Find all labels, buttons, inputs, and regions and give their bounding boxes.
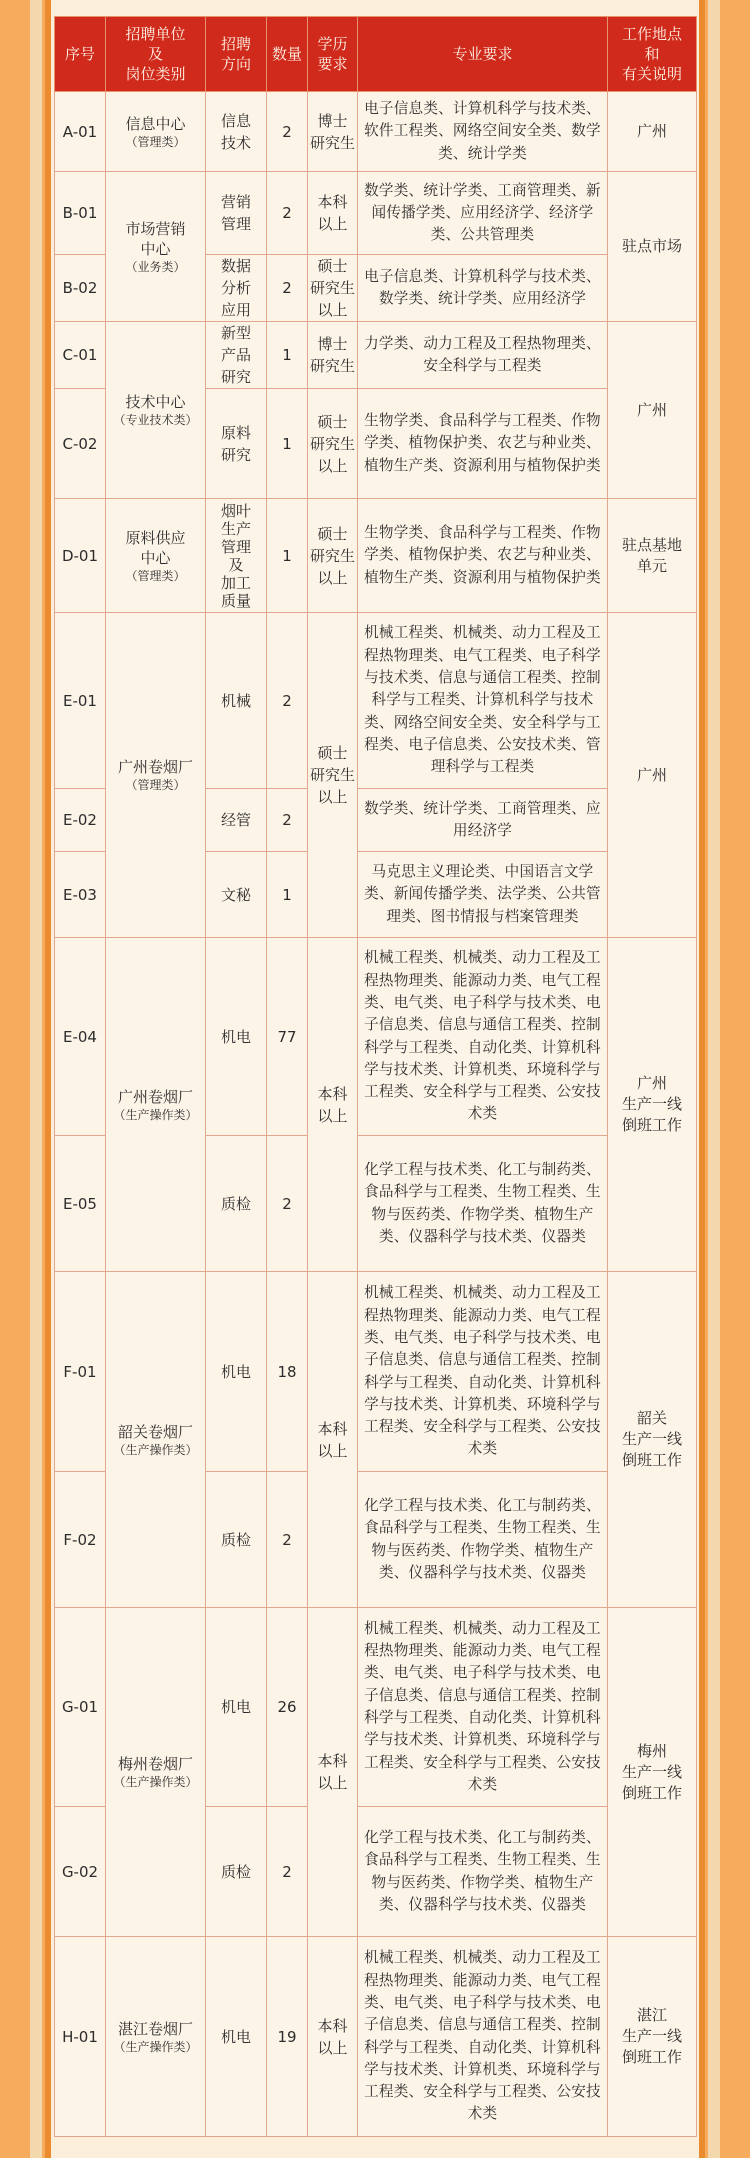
header-major: 专业要求: [358, 17, 608, 92]
major-cell: 机械工程类、机械类、动力工程及工程热物理类、能源动力类、电气工程类、电气类、电子科学与技术类、电子信息类、信息与通信工程类、控制科学与工程类、自动化类、计算机科学与技术类、计算机类、环境科学与工程类、安全科学与工程类、公安技术类: [358, 1272, 608, 1472]
direction-cell: 质检: [206, 1807, 267, 1937]
unit-name: 技术中心: [125, 393, 186, 411]
count-cell: 2: [267, 172, 308, 255]
education-cell: 博士 研究生: [308, 322, 358, 389]
major-cell: 数学类、统计学类、工商管理类、新闻传播学类、应用经济学、经济学类、公共管理类: [358, 172, 608, 255]
unit-cell: [106, 613, 206, 938]
unit-type: （生产操作类）: [113, 1775, 198, 1789]
major-cell: 机械工程类、机械类、动力工程及工程热物理类、能源动力类、电气工程类、电气类、电子科学与技术类、电子信息类、信息与通信工程类、控制科学与工程类、自动化类、计算机科学与技术类、计算机类、环境科学与工程类、安全科学与工程类、公安技术类: [358, 1937, 608, 2137]
education-cell: 本科 以上: [308, 938, 358, 1272]
education-cell: 本科 以上: [308, 1272, 358, 1608]
unit-cell: [106, 1608, 206, 1937]
unit-type: （生产操作类）: [113, 1442, 198, 1457]
header-unit: 招聘单位 及 岗位类别: [106, 17, 206, 92]
location-cell: 驻点基地 单元: [608, 499, 697, 613]
table-row: [55, 613, 697, 789]
unit-name: 原料供应 中心: [125, 528, 186, 567]
direction-cell: 原料 研究: [206, 389, 267, 499]
direction-cell: 烟叶 生产 管理 及 加工 质量: [206, 499, 267, 613]
seq-cell: F-01: [55, 1272, 106, 1472]
major-cell: 机械工程类、机械类、动力工程及工程热物理类、电气工程类、电子科学与技术类、信息与通信工程类、控制科学与工程类、计算机科学与技术类、网络空间安全类、安全科学与工程类、电子信息类、公安技术类、管理科学与工程类: [358, 613, 608, 789]
major-cell: 电子信息类、计算机科学与技术类、软件工程类、网络空间安全类、数学类、统计学类: [358, 92, 608, 172]
unit-cell: [106, 92, 206, 172]
direction-cell: 机电: [206, 1272, 267, 1472]
major-cell: 数学类、统计学类、工商管理类、应用经济学: [358, 789, 608, 852]
seq-cell: A-01: [55, 92, 106, 172]
unit-name: 信息中心: [125, 114, 186, 133]
count-cell: 1: [267, 389, 308, 499]
direction-cell: 营销 管理: [206, 172, 267, 255]
location-cell: 广州: [608, 92, 697, 172]
major-cell: 机械工程类、机械类、动力工程及工程热物理类、能源动力类、电气工程类、电气类、电子科学与技术类、电子信息类、信息与通信工程类、控制科学与工程类、自动化类、计算机科学与技术类、计算机类、环境科学与工程类、安全科学与工程类、公安技术类: [358, 1608, 608, 1807]
seq-cell: E-04: [55, 938, 106, 1136]
location-cell: 广州 生产一线 倒班工作: [608, 938, 697, 1272]
seq-cell: C-02: [55, 389, 106, 499]
direction-cell: 质检: [206, 1472, 267, 1608]
education-cell: 博士 研究生: [308, 92, 358, 172]
unit-name: 梅州卷烟厂: [117, 1755, 193, 1773]
direction-cell: 机械: [206, 613, 267, 789]
direction-cell: 数据 分析 应用: [206, 255, 267, 322]
seq-cell: B-01: [55, 172, 106, 255]
major-cell: 电子信息类、计算机科学与技术类、数学类、统计学类、应用经济学: [358, 255, 608, 322]
major-cell: 生物学类、食品科学与工程类、作物学类、植物保护类、农艺与种业类、植物生产类、资源利用与植物保护类: [358, 389, 608, 499]
seq-cell: G-02: [55, 1807, 106, 1937]
unit-cell: [106, 1272, 206, 1608]
direction-cell: 信息 技术: [206, 92, 267, 172]
table-row: [55, 172, 697, 255]
unit-name: 市场营销 中心: [125, 219, 186, 258]
unit-type: （管理类）: [125, 778, 186, 792]
table-row: [55, 1272, 697, 1472]
education-cell: 硕士 研究生 以上: [308, 499, 358, 613]
count-cell: 1: [267, 852, 308, 938]
right-decor-strip: [708, 0, 720, 2158]
major-cell: 机械工程类、机械类、动力工程及工程热物理类、能源动力类、电气工程类、电气类、电子科学与技术类、电子信息类、信息与通信工程类、控制科学与工程类、自动化类、计算机科学与技术类、计算机类、环境科学与工程类、安全科学与工程类、公安技术类: [358, 938, 608, 1136]
header-row: [55, 17, 697, 92]
count-cell: 77: [267, 938, 308, 1136]
unit-cell: [106, 938, 206, 1272]
unit-cell: [106, 499, 206, 613]
education-cell: 硕士 研究生 以上: [308, 613, 358, 938]
unit-type: （管理类）: [125, 568, 186, 583]
unit-type: （业务类）: [125, 259, 186, 274]
direction-cell: 经管: [206, 789, 267, 852]
seq-cell: C-01: [55, 322, 106, 389]
education-cell: 硕士 研究生 以上: [308, 389, 358, 499]
count-cell: 2: [267, 1136, 308, 1272]
count-cell: 18: [267, 1272, 308, 1472]
header-location: 工作地点 和 有关说明: [608, 17, 697, 92]
count-cell: 2: [267, 255, 308, 322]
major-cell: 力学类、动力工程及工程热物理类、安全科学与工程类: [358, 322, 608, 389]
recruitment-table: [54, 16, 697, 2137]
left-decor-strip: [30, 0, 42, 2158]
seq-cell: G-01: [55, 1608, 106, 1807]
direction-cell: 文秘: [206, 852, 267, 938]
count-cell: 1: [267, 499, 308, 613]
major-cell: 化学工程与技术类、化工与制药类、食品科学与工程类、生物工程类、生物与医药类、作物学类、植物生产类、仪器科学与技术类、仪器类: [358, 1472, 608, 1608]
major-cell: 马克思主义理论类、中国语言文学类、新闻传播学类、法学类、公共管理类、图书情报与档案管理类: [358, 852, 608, 938]
unit-cell: [106, 172, 206, 322]
seq-cell: E-02: [55, 789, 106, 852]
count-cell: 19: [267, 1937, 308, 2137]
header-education: 学历 要求: [308, 17, 358, 92]
seq-cell: B-02: [55, 255, 106, 322]
unit-type: （生产操作类）: [113, 2039, 198, 2054]
major-cell: 化学工程与技术类、化工与制药类、食品科学与工程类、生物工程类、生物与医药类、作物学类、植物生产类、仪器科学与技术类、仪器类: [358, 1136, 608, 1272]
seq-cell: F-02: [55, 1472, 106, 1608]
seq-cell: D-01: [55, 499, 106, 613]
count-cell: 2: [267, 789, 308, 852]
count-cell: 26: [267, 1608, 308, 1807]
table-row: [55, 1937, 697, 2137]
location-cell: 湛江 生产一线 倒班工作: [608, 1937, 697, 2137]
direction-cell: 机电: [206, 938, 267, 1136]
unit-cell: [106, 1937, 206, 2137]
education-cell: 本科 以上: [308, 172, 358, 255]
unit-name: 韶关卷烟厂: [117, 1422, 193, 1441]
count-cell: 2: [267, 613, 308, 789]
seq-cell: E-03: [55, 852, 106, 938]
location-cell: 韶关 生产一线 倒班工作: [608, 1272, 697, 1608]
seq-cell: E-05: [55, 1136, 106, 1272]
unit-name: 湛江卷烟厂: [117, 2019, 193, 2038]
education-cell: 硕士 研究生 以上: [308, 255, 358, 322]
unit-type: （生产操作类）: [113, 1107, 198, 1122]
table-row: [55, 938, 697, 1136]
table-row: [55, 499, 697, 613]
direction-cell: 机电: [206, 1608, 267, 1807]
header-direction: 招聘 方向: [206, 17, 267, 92]
direction-cell: 机电: [206, 1937, 267, 2137]
unit-type: （管理类）: [125, 134, 186, 149]
direction-cell: 质检: [206, 1136, 267, 1272]
header-seq: 序号: [55, 17, 106, 92]
education-cell: 本科 以上: [308, 1937, 358, 2137]
table-row: [55, 92, 697, 172]
major-cell: 生物学类、食品科学与工程类、作物学类、植物保护类、农艺与种业类、植物生产类、资源利用与植物保护类: [358, 499, 608, 613]
unit-type: （专业技术类）: [113, 413, 198, 427]
location-cell: 驻点市场: [608, 172, 697, 322]
header-count: 数量: [267, 17, 308, 92]
education-cell: 本科 以上: [308, 1608, 358, 1937]
table-row: [55, 322, 697, 389]
location-cell: 梅州 生产一线 倒班工作: [608, 1608, 697, 1937]
direction-cell: 新型 产品 研究: [206, 322, 267, 389]
unit-cell: [106, 322, 206, 499]
location-cell: 广州: [608, 322, 697, 499]
count-cell: 2: [267, 92, 308, 172]
count-cell: 2: [267, 1472, 308, 1608]
seq-cell: H-01: [55, 1937, 106, 2137]
table-row: [55, 1608, 697, 1807]
unit-name: 广州卷烟厂: [117, 758, 193, 776]
count-cell: 1: [267, 322, 308, 389]
major-cell: 化学工程与技术类、化工与制药类、食品科学与工程类、生物工程类、生物与医药类、作物学类、植物生产类、仪器科学与技术类、仪器类: [358, 1807, 608, 1937]
location-cell: 广州: [608, 613, 697, 938]
seq-cell: E-01: [55, 613, 106, 789]
count-cell: 2: [267, 1807, 308, 1937]
unit-name: 广州卷烟厂: [117, 1087, 193, 1106]
